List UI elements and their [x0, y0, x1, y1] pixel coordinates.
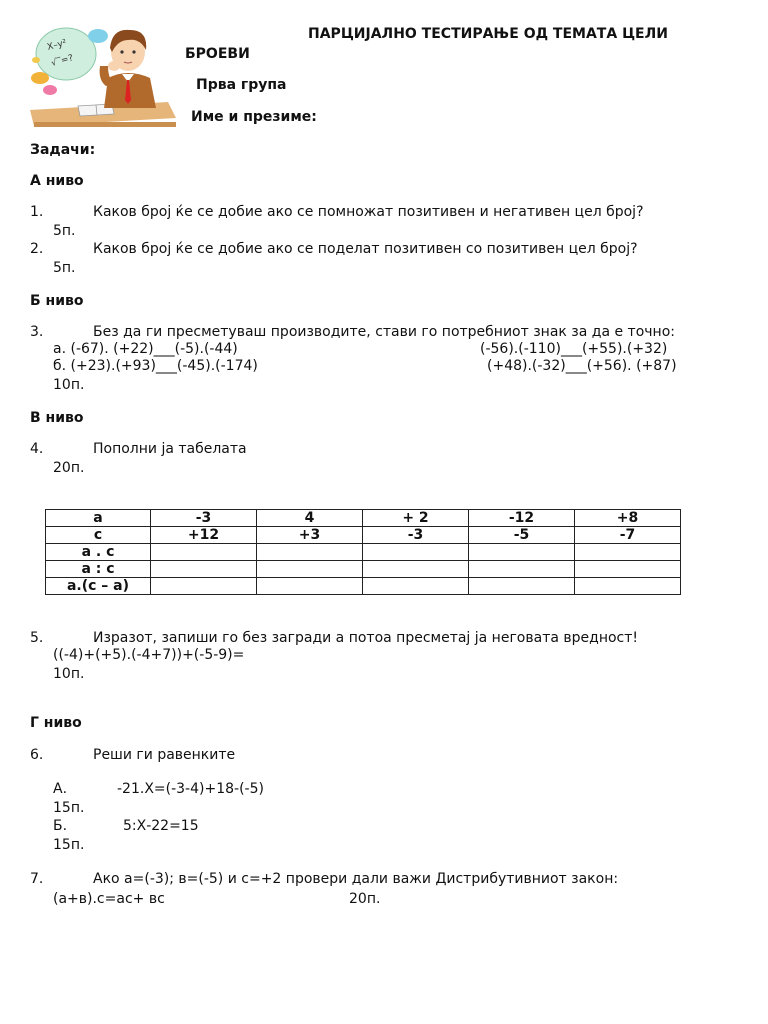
question-7-number: 7. [30, 871, 44, 887]
table-cell-blank [257, 561, 363, 578]
question-2-points: 5п. [53, 260, 76, 276]
row-label-c: c [46, 527, 151, 544]
table-cell-a-3: + 2 [363, 510, 469, 527]
question-7-points: 20п. [349, 891, 381, 907]
table-cell-blank [363, 578, 469, 595]
table-cell-blank [575, 578, 681, 595]
question-6-text: Реши ги равенките [93, 747, 236, 763]
question-3-a-left: а. (-67). (+22)___(-5).(-44) [53, 341, 238, 357]
table-cell-c-1: +12 [151, 527, 257, 544]
table-row-c [46, 527, 681, 544]
question-6-a-label: А. [53, 781, 68, 797]
table-cell-blank [575, 544, 681, 561]
svg-text:√‾=?: √‾=? [50, 53, 75, 69]
table-row-a [46, 510, 681, 527]
row-label-a-times-c: a . c [46, 544, 151, 561]
question-1-text: Каков број ќе се добие ако се помножат позитивен и негативен цел број? [93, 204, 644, 220]
question-5-number: 5. [30, 630, 44, 646]
question-2-text: Каков број ќе се добие ако се поделат позитивен со позитивен цел број? [93, 241, 638, 257]
level-a-heading: А ниво [30, 173, 84, 189]
thinking-student-illustration [28, 22, 178, 127]
question-1-number: 1. [30, 204, 44, 220]
question-7-formula: (а+в).с=ас+ вс [53, 891, 165, 907]
question-3-b-left: б. (+23).(+93)___(-45).(-174) [53, 358, 258, 374]
question-4-text: Пополни ја табелата [93, 441, 247, 457]
question-6-b-label: Б. [53, 818, 68, 834]
question-6-b-points: 15п. [53, 837, 85, 853]
title-line-1: ПАРЦИЈАЛНО ТЕСТИРАЊЕ ОД ТЕМАТА ЦЕЛИ [308, 26, 668, 42]
table-cell-blank [257, 578, 363, 595]
table-cell-c-4: -5 [469, 527, 575, 544]
table-cell-a-1: -3 [151, 510, 257, 527]
values-table [45, 509, 681, 595]
table-cell-blank [363, 561, 469, 578]
row-label-a: a [46, 510, 151, 527]
table-row-a-div-c [46, 561, 681, 578]
row-label-a-c-minus-a: a.(c – a) [46, 578, 151, 595]
question-3-text: Без да ги пресметуваш производите, стави го потребниот знак за да е точно: [93, 324, 675, 340]
question-6-b-equation: 5:Х-22=15 [123, 818, 199, 834]
question-3-a-right: (-56).(-110)___(+55).(+32) [480, 341, 668, 357]
level-b-heading: Б ниво [30, 293, 84, 309]
table-cell-blank [469, 561, 575, 578]
name-label: Име и презиме: [191, 109, 317, 125]
group-label: Прва група [196, 77, 287, 93]
table-cell-a-4: -12 [469, 510, 575, 527]
question-3-points: 10п. [53, 377, 85, 393]
table-row-a-c-minus-a [46, 578, 681, 595]
table-cell-blank [151, 544, 257, 561]
table-cell-blank [151, 578, 257, 595]
question-3-b-right: (+48).(-32)___(+56). (+87) [487, 358, 677, 374]
question-4-number: 4. [30, 441, 44, 457]
level-g-heading: Г ниво [30, 715, 82, 731]
table-cell-blank [257, 544, 363, 561]
table-cell-blank [363, 544, 469, 561]
level-v-heading: В ниво [30, 410, 84, 426]
table-cell-blank [469, 578, 575, 595]
question-6-a-equation: -21.Х=(-3-4)+18-(-5) [117, 781, 264, 797]
table-cell-a-5: +8 [575, 510, 681, 527]
table-cell-c-3: -3 [363, 527, 469, 544]
tasks-heading: Задачи: [30, 142, 96, 158]
table-cell-blank [469, 544, 575, 561]
question-1-points: 5п. [53, 223, 76, 239]
question-5-text: Изразот, запиши го без загради а потоа пресметај ја неговата вредност! [93, 630, 639, 646]
title-line-2: БРОЕВИ [185, 46, 250, 62]
row-label-a-div-c: a : c [46, 561, 151, 578]
question-5-points: 10п. [53, 666, 85, 682]
svg-text:X–y²: X–y² [46, 38, 68, 53]
question-2-number: 2. [30, 241, 44, 257]
table-cell-a-2: 4 [257, 510, 363, 527]
question-7-text: Ако а=(-3); в=(-5) и с=+2 провери дали важи Дистрибутивниот закон: [93, 871, 619, 887]
question-3-number: 3. [30, 324, 44, 340]
table-row-a-times-c [46, 544, 681, 561]
question-6-a-points: 15п. [53, 800, 85, 816]
table-cell-c-2: +3 [257, 527, 363, 544]
table-cell-c-5: -7 [575, 527, 681, 544]
table-cell-blank [151, 561, 257, 578]
question-5-expression: ((-4)+(+5).(-4+7))+(-5-9)= [53, 647, 245, 663]
table-cell-blank [575, 561, 681, 578]
question-6-number: 6. [30, 747, 44, 763]
question-4-points: 20п. [53, 460, 85, 476]
